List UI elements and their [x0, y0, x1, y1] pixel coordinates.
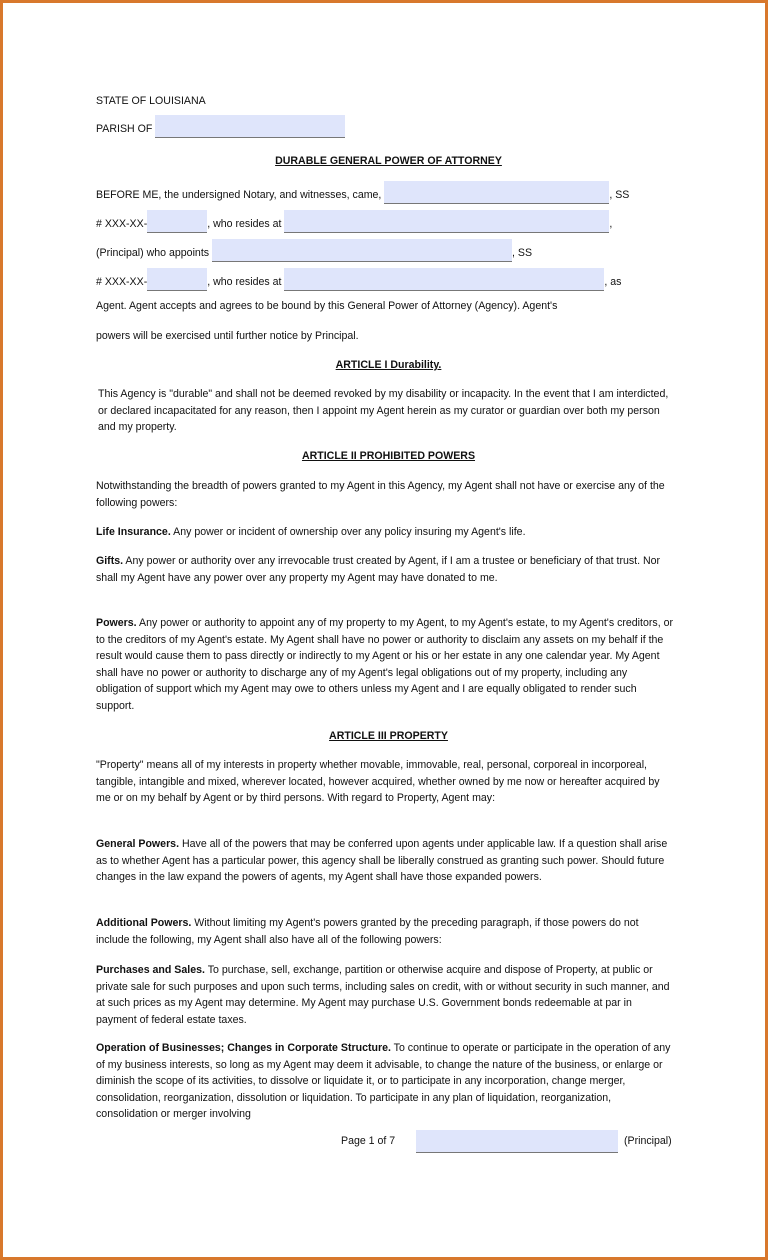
intro-line-3 — [96, 239, 532, 262]
general-powers — [96, 836, 674, 886]
purchases-sales-text: To purchase, sell, exchange, partition or otherwise acquire and dispose of Property, at public or private sale for such purposes and upon such terms, including sales on credit, with or without security in such manner, and at such prices as my Agent may determine. My Agent may purchase U.S. Government bonds redeemable at par in payment of federal estate taxes. — [96, 964, 670, 1026]
agent-name-field[interactable] — [212, 239, 512, 262]
purchases-sales-label: Purchases and Sales. — [96, 964, 205, 976]
additional-powers — [96, 915, 674, 948]
intro-line-5: Agent. Agent accepts and agrees to be bound by this General Power of Attorney (Agency). Agent's — [96, 300, 558, 312]
additional-powers-text: Without limiting my Agent's powers granted by the preceding paragraph, if those powers do not include the following, my Agent shall also have all of the following powers: — [96, 917, 639, 946]
intro-line-6: powers will be exercised until further notice by Principal. — [96, 330, 359, 342]
life-insurance-label: Life Insurance. — [96, 526, 171, 538]
general-powers-text: Have all of the powers that may be conferred upon agents under applicable law. If a question shall arise as to whether Agent has a particular power, this agency shall be liberally construed as granting such power. Should future changes in the law expand the powers of agents, my Agent shall have those expanded powers. — [96, 838, 668, 883]
page-number: Page 1 of 7 — [341, 1135, 396, 1147]
article-3-intro: "Property" means all of my interests in property whether movable, immovable, real, personal, corporeal in incorporeal, tangible, intangible and mixed, wherever located, however acquired, whether owned by me now or hereafter acquired by me or on my behalf by Agent or by third persons. With regard to Property, Agent may: — [96, 759, 660, 804]
appoints-label: (Principal) who appoints — [96, 247, 210, 259]
article-1-heading: ARTICLE I Durability. — [335, 359, 442, 371]
powers-text: Any power or authority to appoint any of my property to my Agent, to my Agent's estate, to my Agent's creditors, or to the creditors of my Agent's estate. My Agent shall have no power or authority to disclaim any assets on my behalf if the result would cause them to pass directly or indirectly to my Agent or his or her estate in any one calendar year. My Agent shall have no power or authority to discharge any of my Agent's legal obligations out of my property, including any obligation of support which my Agent may owe to others unless my Agent and I are equally obligated to render such support. — [96, 617, 673, 712]
prohibited-gifts — [96, 553, 674, 586]
purchases-and-sales — [96, 962, 674, 1028]
gifts-label: Gifts. — [96, 555, 124, 567]
parish-field[interactable] — [155, 115, 345, 138]
operation-businesses-label: Operation of Businesses; Changes in Corporate Structure. — [96, 1042, 391, 1054]
article-2-heading: ARTICLE II PROHIBITED POWERS — [301, 450, 476, 462]
principal-footer-label: (Principal) — [624, 1135, 672, 1147]
article-3-heading: ARTICLE III PROPERTY — [329, 730, 448, 742]
prohibited-powers — [96, 615, 674, 714]
state-heading: STATE OF LOUISIANA — [96, 95, 206, 107]
general-powers-label: General Powers. — [96, 838, 180, 850]
principal-ssn-field[interactable] — [147, 210, 207, 233]
principal-ssn-prefix: # XXX-XX- — [96, 218, 148, 230]
agent-resides-label: , who resides at — [207, 276, 282, 288]
powers-label: Powers. — [96, 617, 137, 629]
life-insurance-text: Any power or incident of ownership over any policy insuring my Agent's life. — [170, 526, 526, 538]
intro-line-2 — [96, 210, 612, 233]
intro-line-1-text: BEFORE ME, the undersigned Notary, and witnesses, came, — [96, 189, 382, 201]
additional-powers-label: Additional Powers. — [96, 917, 192, 929]
operation-businesses-text: To continue to operate or participate in the operation of any of my business interests, so long as my Agent may deem it advisable, to change the nature of the business, or enlarge or diminish the scope of its activities, to dissolve or liquidate it, or to participate in any incorporation, change merger, consolidation, reorganization, dissolution or liquidation. To participate in any plan of liquidation, reorganization, consolidation or merger involving — [96, 1042, 671, 1120]
intro-line-3-end: , SS — [512, 247, 533, 259]
document-title: DURABLE GENERAL POWER OF ATTORNEY — [275, 155, 502, 167]
principal-address-field[interactable] — [284, 210, 609, 233]
gifts-text: Any power or authority over any irrevocable trust created by Agent, if I am a trustee or beneficiary of that trust. Nor shall my Agent have any power over any property my Agent may have donated to me. — [96, 555, 661, 584]
agent-ssn-field[interactable] — [147, 268, 207, 291]
principal-name-field[interactable] — [384, 181, 609, 204]
parish-line — [96, 115, 345, 138]
parish-label: PARISH OF — [96, 123, 153, 135]
agent-ssn-prefix: # XXX-XX- — [96, 276, 148, 288]
intro-line-2-end: , — [609, 218, 613, 230]
intro-line-4-end: , as — [604, 276, 622, 288]
intro-line-1 — [96, 181, 629, 204]
intro-line-1-end: , SS — [609, 189, 630, 201]
agent-address-field[interactable] — [284, 268, 604, 291]
operation-of-businesses — [96, 1040, 674, 1123]
article-1-body: This Agency is "durable" and shall not be deemed revoked by my disability or incapacity. In the event that I am interdicted, or declared incapacitated for any reason, then I appoint my Agent herein as my curator or guardian over both my person and my property. — [98, 388, 669, 433]
principal-resides-label: , who resides at — [207, 218, 282, 230]
prohibited-life-insurance — [96, 524, 674, 541]
principal-initials-field[interactable] — [416, 1130, 618, 1153]
intro-line-4 — [96, 268, 621, 291]
article-2-intro: Notwithstanding the breadth of powers granted to my Agent in this Agency, my Agent shall not have or exercise any of the following powers: — [96, 480, 665, 509]
